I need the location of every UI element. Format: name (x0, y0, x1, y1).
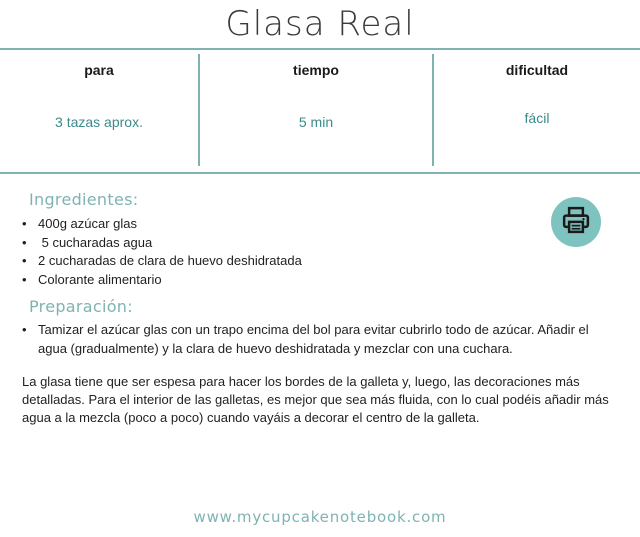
ingredients-heading: Ingredientes: (29, 190, 139, 209)
top-divider (0, 48, 640, 50)
ingredient-item: • 400g azúcar glas (22, 215, 302, 234)
difficulty-value: fácil (524, 110, 550, 126)
preparation-step: • Tamizar el azúcar glas con un trapo encima del bol para evitar cubrirlo todo de azúcar. Añadir el agua (gradualmente) y la clara de huevo deshidratada y mezclar con una cuchara. (22, 321, 602, 358)
recipe-title: Glasa Real (225, 4, 415, 44)
print-button[interactable] (551, 197, 601, 247)
servings-column (0, 54, 198, 166)
difficulty-label: dificultad (505, 62, 569, 78)
ingredients-list (22, 215, 302, 289)
printer-icon (561, 205, 591, 240)
recipe-note: La glasa tiene que ser espesa para hacer los bordes de la galleta y, luego, las decoraciones más detalladas. Para el interior de las galletas, es mejor que sea más fluida, con lo cual podéis añadir más agua a la mezcla (poco a poco) cuando vayáis a decorar el centro de la galleta. (22, 374, 609, 426)
ingredient-item: • Colorante alimentario (22, 271, 302, 290)
time-value: 5 min (298, 114, 334, 130)
time-label: tiempo (293, 62, 339, 78)
ingredient-item: • 2 cucharadas de clara de huevo deshidratada (22, 252, 302, 271)
preparation-heading: Preparación: (29, 297, 133, 316)
website-footer: www.mycupcakenotebook.com (193, 508, 447, 526)
time-column (200, 54, 432, 166)
servings-label: para (84, 62, 114, 78)
servings-value: 3 tazas aprox. (55, 114, 143, 130)
info-bottom-divider (0, 172, 640, 174)
ingredient-item: • 5 cucharadas agua (22, 234, 302, 253)
difficulty-column (434, 54, 640, 166)
preparation-list (22, 321, 602, 358)
